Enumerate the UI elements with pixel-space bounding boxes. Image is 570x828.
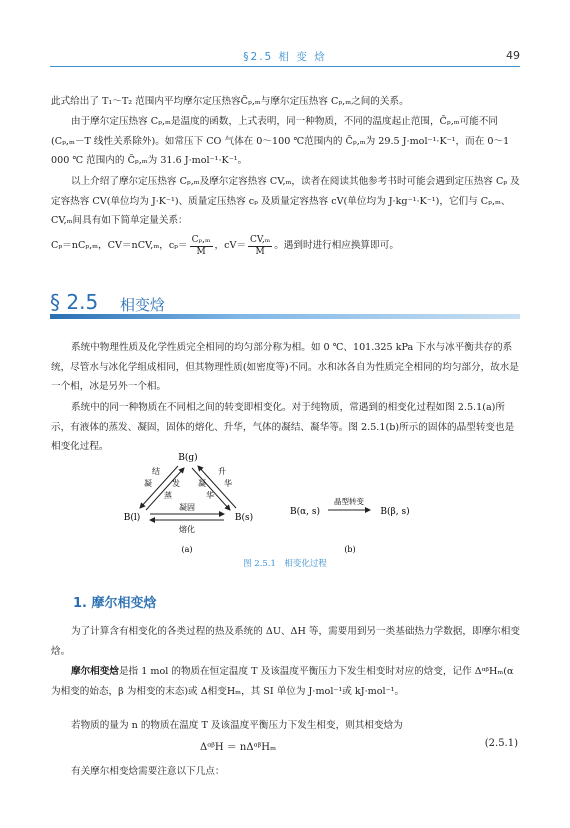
label-gas: B(g) xyxy=(178,453,198,463)
section-heading xyxy=(50,290,520,314)
paragraph-1: 此式给出了 T₁～T₂ 范围内平均摩尔定压热容C̄ₚ,ₘ与摩尔定压热容 Cₚ,ₘ之间的关系。 xyxy=(51,96,409,107)
header-rule xyxy=(50,66,520,67)
paragraph-3: 以上介绍了摩尔定压热容 Cₚ,ₘ及摩尔定容热容 CV,ₘ，读者在阅读其他参考书时可能会遇到定压热容 Cₚ 及定容热容 CV(单位均为 J·K⁻¹)、质量定压热容 cₚ 及质量定容热容 cV(单位均为 J·kg⁻¹·K⁻¹)，它们与 Cₚ,ₘ、CV,ₘ间具有如下简单定量关系： xyxy=(51,176,520,227)
label-polymorph: 晶型转变 xyxy=(334,497,364,506)
relation-part-b: ，cV＝ xyxy=(214,240,246,252)
relation-part-a: Cₚ＝nCₚ,ₘ，CV＝nCV,ₘ，cₚ＝ xyxy=(51,240,188,252)
subsection-title: 1. 摩尔相变焓 xyxy=(73,596,157,611)
label-b: (b) xyxy=(344,545,356,554)
page-number: 49 xyxy=(506,49,520,62)
label-solid: B(s) xyxy=(234,513,254,523)
paragraph-2: 由于摩尔定压热容 Cₚ,ₘ是温度的函数，上式表明，同一种物质，不同的温度起止范围，C̄ₚ,ₘ可能不同(Cₚ,ₘ－T 线性关系除外)。如常压下 CO 气体在 0～100 ℃范围内的 C̄ₚ,ₘ为 29.5 J·mol⁻¹·K⁻¹，而在 0～1 000 ℃ 范围内的 C̄ₚ,ₘ为 31.6 J·mol⁻¹·K⁻¹。 xyxy=(51,116,510,167)
paragraph-6: 系统中的同一种物质在不同相之间的转变即相变化。对于纯物质，常遇到的相变化过程如图 2.5.1(a)所示，有液体的蒸发、凝固，固体的熔化、升华，气体的凝结、凝华等。图 2.5.1(b)所示的固体的晶型转变也是相变化过程。 xyxy=(51,402,515,453)
label-alpha-solid: B(α, s) xyxy=(289,507,321,517)
equation: ΔᵅᵝH ＝ nΔᵅᵝHₘ xyxy=(200,742,277,753)
label-ninggu: 凝固 xyxy=(179,503,195,512)
fraction-2-den: M xyxy=(255,246,265,257)
relation-part-c: 。遇到时进行相应换算即可。 xyxy=(274,240,399,252)
label-jie: 结 xyxy=(152,467,160,476)
fraction-1 xyxy=(190,235,213,258)
label-ning1: 凝 xyxy=(144,479,152,488)
fraction-2-num: CV,ₘ xyxy=(250,234,271,245)
section-number: § 2.5 xyxy=(50,290,99,314)
phase-change-figure xyxy=(100,448,500,558)
label-a: (a) xyxy=(181,545,193,554)
label-liquid: B(l) xyxy=(123,513,141,523)
label-hua1: 华 xyxy=(206,491,214,500)
label-sheng: 升 xyxy=(218,467,226,476)
fraction-1-den: M xyxy=(196,246,206,257)
fraction-2 xyxy=(248,235,272,258)
term-bold: 摩尔相变焓 xyxy=(71,666,119,677)
label-hua2: 华 xyxy=(224,479,232,488)
label-ronghua: 熔化 xyxy=(179,525,195,534)
label-ning2: 凝 xyxy=(198,479,206,488)
section-title: 相变焓 xyxy=(120,296,166,314)
paragraph-5: 系统中物理性质及化学性质完全相同的均匀部分称为相。如 0 ℃、101.325 kPa 下水与冰平衡共存的系统，尽管水与冰化学组成相同，但其物理性质(如密度等)不同。水和冰各自为性质完全相同的均匀部分，故水是一个相，冰是另外一个相。 xyxy=(51,342,519,393)
fraction-1-num: Cₚ,ₘ xyxy=(191,234,211,245)
paragraph-10: 有关摩尔相变焓需要注意以下几点： xyxy=(71,766,225,777)
label-beta-solid: B(β, s) xyxy=(380,507,410,517)
relation-line xyxy=(51,233,521,259)
section-bar xyxy=(50,314,520,319)
label-zheng1: 蒸 xyxy=(164,491,172,500)
paragraph-8-text: 是指 1 mol 的物质在恒定温度 T 及该温度平衡压力下发生相变时对应的焓变，记作 ΔᵅᵝHₘ(α 为相变的始态，β 为相变的末态)或 Δ相变Hₘ，其 SI 单位为 J·mol⁻¹或 kJ·mol⁻¹。 xyxy=(51,666,514,697)
figure-caption: 图 2.5.1 相变化过程 xyxy=(243,559,327,569)
running-head: §2.5 相 变 焓 xyxy=(243,51,327,63)
paragraph-7: 为了计算含有相变化的各类过程的热及系统的 ΔU、ΔH 等，需要用到另一类基础热力学数据，即摩尔相变焓。 xyxy=(51,626,520,657)
paragraph-9: 若物质的量为 n 的物质在温度 T 及该温度平衡压力下发生相变，则其相变焓为 xyxy=(71,720,403,731)
label-fa: 发 xyxy=(172,479,180,488)
page-header xyxy=(0,0,570,70)
equation-number: (2.5.1) xyxy=(484,738,518,749)
paragraph-8 xyxy=(51,662,521,701)
